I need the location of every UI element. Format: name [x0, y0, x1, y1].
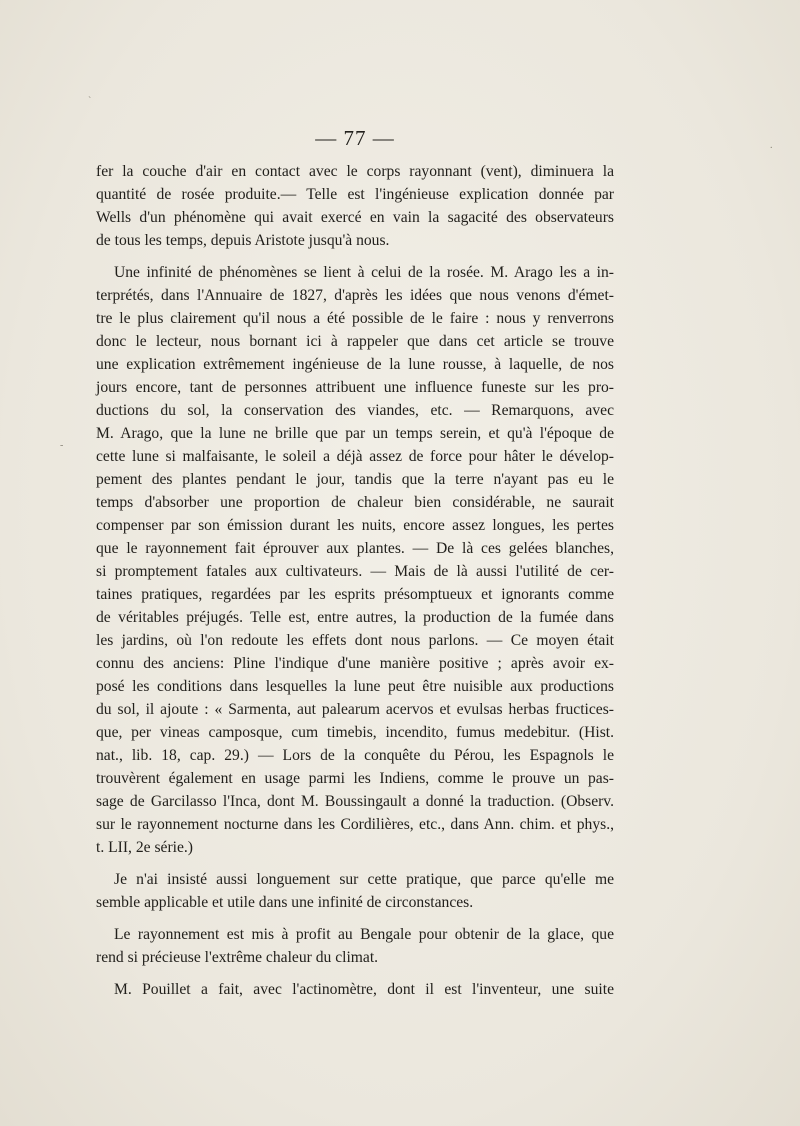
- scan-speck: .: [770, 140, 773, 151]
- text-line: M. Pouillet a fait, avec l'actinomètre, dont il est l'inventeur, une suite: [114, 981, 614, 998]
- paragraph: [96, 978, 614, 1001]
- body-text: [96, 160, 614, 1001]
- text-line: sage de Garcilasso l'Inca, dont M. Boussingault a donné la traduction. (Observ.: [96, 793, 614, 810]
- paragraph: [96, 868, 614, 914]
- scan-speck: `: [88, 96, 92, 107]
- text-line: donc le lecteur, nous bornant ici à rappeler que dans cet article se trouve: [96, 333, 614, 350]
- text-line: que le rayonnement fait éprouver aux plantes. — De là ces gelées blanches,: [96, 540, 614, 557]
- scan-speck: -: [60, 440, 64, 451]
- text-line: fer la couche d'air en contact avec le corps rayonnant (vent), diminuera la: [96, 163, 614, 180]
- text-line: Je n'ai insisté aussi longuement sur cette pratique, que parce qu'elle me: [114, 871, 614, 888]
- text-line: sur le rayonnement nocturne dans les Cordilières, etc., dans Ann. chim. et phys.,: [96, 816, 614, 833]
- text-line: rend si précieuse l'extrême chaleur du climat.: [96, 949, 379, 966]
- text-line: Le rayonnement est mis à profit au Bengale pour obtenir de la glace, que: [114, 926, 614, 943]
- text-line: t. LII, 2e série.): [96, 839, 193, 856]
- text-line: que, per vineas camposque, cum timebis, incendito, fumus medebitur. (Hist.: [96, 724, 614, 741]
- text-line: trouvèrent également en usage parmi les Indiens, comme le prouve un pas-: [96, 770, 614, 787]
- text-line: compenser par son émission durant les nuits, encore assez longues, les pertes: [96, 517, 614, 534]
- text-line: jours encore, tant de personnes attribuent une influence funeste sur les pro-: [96, 379, 614, 396]
- text-line: terprétés, dans l'Annuaire de 1827, d'après les idées que nous venons d'émet-: [96, 287, 614, 304]
- text-line: quantité de rosée produite.— Telle est l'ingénieuse explication donnée par: [96, 186, 614, 203]
- page-number: — 77 —: [315, 126, 395, 150]
- text-line: Wells d'un phénomène qui avait exercé en vain la sagacité des observateurs: [96, 209, 614, 226]
- text-line: du sol, il ajoute : « Sarmenta, aut palearum acervos et evulsas herbas fructices-: [96, 701, 614, 718]
- paragraph: [96, 923, 614, 969]
- text-line: les jardins, où l'on redoute les effets dont nous parlons. — Ce moyen était: [96, 632, 614, 649]
- text-line: semble applicable et utile dans une infinité de circonstances.: [96, 894, 474, 911]
- text-line: temps d'absorber une proportion de chaleur bien considérable, ne saurait: [96, 494, 614, 511]
- text-line: nat., lib. 18, cap. 29.) — Lors de la conquête du Pérou, les Espagnols le: [96, 747, 614, 764]
- text-line: de véritables préjugés. Telle est, entre autres, la production de la fumée dans: [96, 609, 614, 626]
- text-line: posé les conditions dans lesquelles la lune peut être nuisible aux productions: [96, 678, 614, 695]
- text-line: connu des anciens: Pline l'indique d'une manière positive ; après avoir ex-: [96, 655, 614, 672]
- text-line: taines pratiques, regardées par les esprits présomptueux et ignorants comme: [96, 586, 614, 603]
- text-line: de tous les temps, depuis Aristote jusqu'à nous.: [96, 232, 390, 249]
- text-line: cette lune si malfaisante, le soleil a déjà assez de force pour hâter le dévelop-: [96, 448, 614, 465]
- text-line: une explication extrêmement ingénieuse de la lune rousse, à laquelle, de nos: [96, 356, 614, 373]
- text-line: Une infinité de phénomènes se lient à celui de la rosée. M. Arago les a in-: [114, 264, 614, 281]
- text-line: si promptement fatales aux cultivateurs. — Mais de là aussi l'utilité de cer-: [96, 563, 614, 580]
- text-line: tre le plus clairement qu'il nous a été possible de le faire : nous y renverrons: [96, 310, 614, 327]
- paragraph: [96, 261, 614, 859]
- text-line: pement des plantes pendant le jour, tandis que la terre n'ayant pas eu le: [96, 471, 614, 488]
- text-line: M. Arago, que la lune ne brille que par un temps serein, et qu'à l'époque de: [96, 425, 614, 442]
- text-line: ductions du sol, la conservation des viandes, etc. — Remarquons, avec: [96, 402, 614, 419]
- paragraph: [96, 160, 614, 252]
